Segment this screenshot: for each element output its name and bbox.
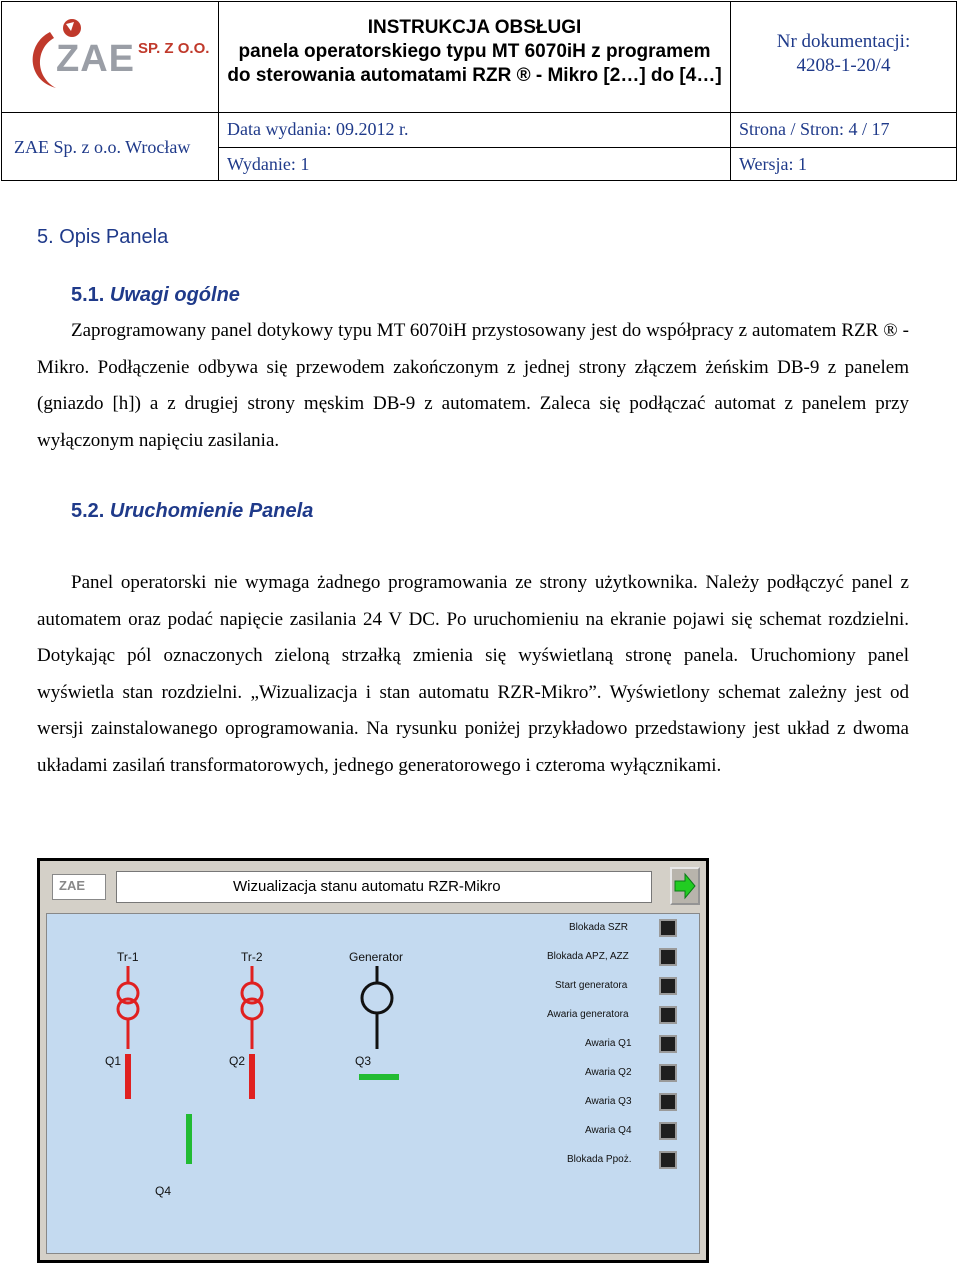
logo-suffix: SP. Z O.O. — [138, 40, 210, 57]
status-label-awaria-q3: Awaria Q3 — [585, 1096, 632, 1107]
document-header — [1, 1, 957, 181]
panel-frame — [40, 861, 706, 1260]
status-label-blokada-ppoz: Blokada Ppoż. — [567, 1154, 632, 1165]
doc-number-cell — [730, 1, 957, 113]
doc-title-line2: panela operatorskiego typu MT 6070iH z programem — [238, 41, 711, 62]
panel-title: Wizualizacja stanu automatu RZR-Mikro — [116, 871, 652, 903]
doc-number: 4208-1-20/4 — [796, 55, 891, 76]
subsection-2-number: 5.2. — [71, 500, 105, 522]
panel-logo-text: ZAE — [59, 878, 85, 893]
doc-title-line1: INSTRUKCJA OBSŁUGI — [367, 17, 582, 38]
subsection-2-title: Uruchomienie Panela — [109, 500, 314, 522]
source-label-tr2: Tr-2 — [241, 950, 263, 964]
subsection-1-paragraph — [37, 313, 909, 459]
title-cell — [218, 1, 731, 113]
breaker-label-q1: Q1 — [105, 1054, 122, 1068]
breaker-label-q3: Q3 — [355, 1054, 372, 1068]
breaker-label-q4: Q4 — [155, 1184, 172, 1198]
company-logo — [20, 14, 210, 98]
company-name: ZAE Sp. z o.o. Wrocław — [14, 137, 191, 157]
edition: Wydanie: 1 — [227, 154, 310, 174]
subsection-2-paragraph — [37, 565, 909, 784]
breaker-label-q2: Q2 — [229, 1054, 246, 1068]
status-indicator-awaria-generatora — [659, 1006, 677, 1024]
status-indicator-blokada-ppoz — [659, 1151, 677, 1169]
next-page-button[interactable] — [670, 867, 700, 905]
status-label-awaria-q4: Awaria Q4 — [585, 1125, 632, 1136]
single-line-diagram — [47, 914, 699, 1253]
page-number: Strona / Stron: 4 / 17 — [739, 119, 890, 139]
subsection-2-text: Panel operatorski nie wymaga żadnego programowania ze strony użytkownika. Należy podłączyć panel z automatem oraz podać napięcie zasilania 24 V DC. Po uruchomieniu na ekranie pojawi się schemat rozdzielni. Dotykając pól oznaczonych zieloną strzałką zmienia się wyświetlaną stronę panela. Uruchomiony panel wyświetla stan rozdzielni. „Wizualizacja i stan automatu RZR-Mikro”. Wyświetlony schemat zależny jest od wersji zainstalowanego oprogramowania. Na rysunku poniżej przykładowo przedstawiony jest układ z dwoma układami zasilań transformatorowych, jednego generatorowego i czteroma wyłącznikami. — [37, 572, 909, 776]
status-label-start-generatora: Start generatora — [555, 980, 628, 991]
release-date: Data wydania: 09.2012 r. — [227, 119, 409, 139]
status-indicator-awaria-q4 — [659, 1122, 677, 1140]
doc-title-line3: do sterowania automatami RZR ® - Mikro [2…] do [4…] — [227, 65, 722, 86]
green-arrow-icon — [672, 869, 698, 903]
version-cell — [730, 147, 957, 181]
subsection-1-title: Uwagi ogólne — [109, 284, 240, 306]
status-label-awaria-generatora: Awaria generatora — [547, 1009, 629, 1020]
status-indicator-start-generatora — [659, 977, 677, 995]
date-cell — [218, 112, 731, 148]
status-indicator-awaria-q2 — [659, 1064, 677, 1082]
status-indicator-blokada-szr — [659, 919, 677, 937]
status-label-blokada-szr: Blokada SZR — [569, 922, 628, 933]
company-cell — [1, 112, 219, 181]
status-indicator-awaria-q3 — [659, 1093, 677, 1111]
subsection-1-number: 5.1. — [71, 284, 105, 306]
panel-logo — [52, 874, 106, 900]
status-label-blokada-apz: Blokada APZ, AZZ — [547, 951, 629, 962]
section-heading: 5. Opis Panela — [37, 226, 169, 248]
version: Wersja: 1 — [739, 154, 808, 174]
status-indicator-awaria-q1 — [659, 1035, 677, 1053]
status-indicator-blokada-apz — [659, 948, 677, 966]
transformer-tr1 — [118, 966, 138, 1099]
source-label-generator: Generator — [349, 950, 404, 964]
edition-cell — [218, 147, 731, 181]
logo-cell — [1, 1, 219, 113]
doc-number-label: Nr dokumentacji: — [776, 31, 911, 52]
transformer-tr2 — [242, 966, 262, 1099]
subsection-1-text: Zaprogramowany panel dotykowy typu MT 6070iH przystosowany jest do współpracy z automatem RZR ® -Mikro. Podłączenie odbywa się przewodem zakończonym z jednej strony złączem żeńskim DB-9 z panelem (gniazdo [h]) a z drugiej strony męskim DB-9 z automatem. Zaleca się podłączać automat z panelem przy wyłączonym napięciu zasilania. — [37, 320, 909, 451]
switchgear-diagram — [46, 913, 700, 1254]
panel-screenshot — [37, 858, 709, 1263]
subsection-2-heading — [71, 500, 313, 523]
source-label-tr1: Tr-1 — [117, 950, 139, 964]
status-label-awaria-q1: Awaria Q1 — [585, 1038, 632, 1049]
logo-text: ZAE — [56, 38, 135, 80]
panel-title-bar — [40, 861, 706, 913]
status-label-awaria-q2: Awaria Q2 — [585, 1067, 632, 1078]
subsection-1-heading — [71, 284, 240, 307]
page-cell — [730, 112, 957, 148]
